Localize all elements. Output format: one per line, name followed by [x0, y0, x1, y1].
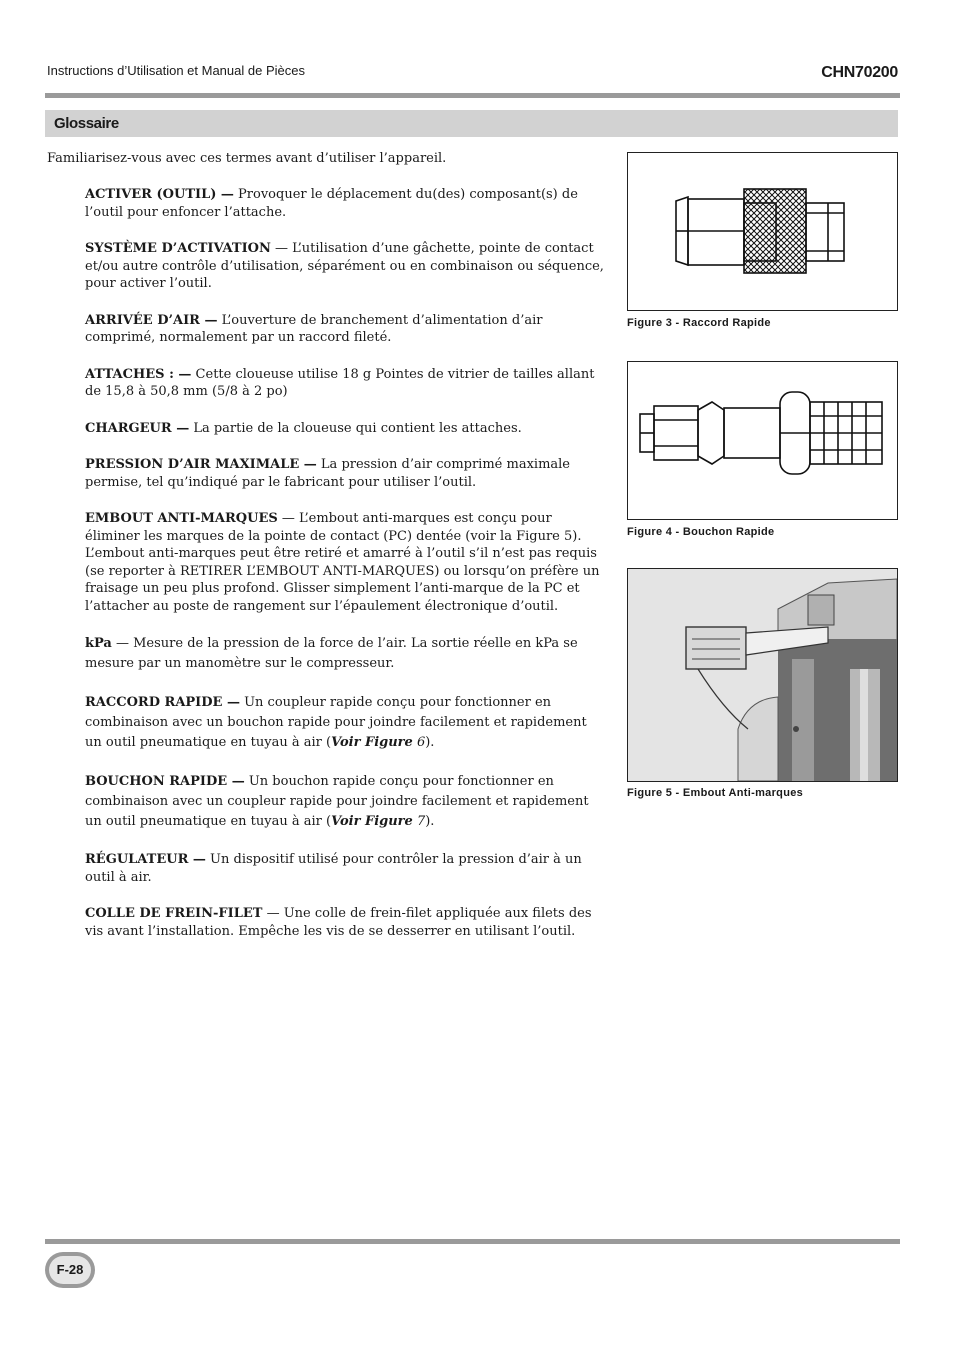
intro-text: Familiarisez-vous avec ces termes avant d’utiliser l’appareil.	[47, 151, 447, 166]
figure-5-image	[627, 568, 898, 782]
glossary-entry: ATTACHES : — Cette cloueuse utilise 18 g Pointes de vitrier de tailles allant de 15,8 à 50,8 mm (5/8 à 2 po)	[85, 366, 595, 399]
no-mar-tip-photo-icon	[628, 569, 897, 781]
glossary-entry: BOUCHON RAPIDE — Un bouchon rapide conçu pour fonctionner en combinaison avec un coupleur rapide pour joindre facilement et rapidement un outil pneumatique en tuyau à air (Voir Figure 7).	[85, 774, 589, 829]
glossary-entry: RACCORD RAPIDE — Un coupleur rapide conçu pour fonctionner en combinaison avec un bouchon rapide pour joindre facilement et rapidement un outil pneumatique en tuyau à air (Voir Figure 6).	[85, 695, 587, 750]
glossary-entry: RÉGULATEUR — Un dispositif utilisé pour contrôler la pression d’air à un outil à air.	[85, 852, 582, 885]
glossary-entry: kPa — Mesure de la pression de la force de l’air. La sortie réelle en kPa se mesure par un manomètre sur le compresseur.	[85, 636, 578, 671]
glossary-entry: CHARGEUR — La partie de la cloueuse qui contient les attaches.	[85, 420, 522, 436]
glossary-entry: COLLE DE FREIN-FILET — Une colle de frein-filet appliquée aux filets des vis avant l’installation. Empêche les vis de se desserrer en utilisant l’outil.	[85, 906, 592, 939]
quick-plug-drawing-icon	[628, 362, 897, 519]
figure-3-caption: Figure 3 - Raccord Rapide	[627, 317, 771, 329]
glossary-list	[85, 186, 607, 959]
glossary-entry: ACTIVER (OUTIL) — Provoquer le déplacement du(des) composant(s) de l’outil pour enfoncer l’attache.	[85, 187, 578, 220]
section-header	[45, 110, 898, 137]
figure-3-image	[627, 152, 898, 311]
model-number: CHN70200	[821, 64, 898, 81]
glossary-entry: PRESSION D’AIR MAXIMALE — La pression d’air comprimé maximale permise, tel qu’indiqué par le fabricant pour utiliser l’outil.	[85, 457, 570, 490]
figure-4-caption: Figure 4 - Bouchon Rapide	[627, 526, 775, 538]
figure-5-caption: Figure 5 - Embout Anti-marques	[627, 787, 804, 799]
glossary-entry: ARRIVÉE D’AIR — L’ouverture de branchement d’alimentation d’air comprimé, normalement par un raccord fileté.	[85, 312, 543, 345]
header-divider	[45, 93, 900, 98]
section-title: Glossaire	[54, 115, 119, 132]
page-number-badge	[45, 1252, 95, 1288]
glossary-entry: EMBOUT ANTI-MARQUES — L’embout anti-marques est conçu pour éliminer les marques de la pointe de contact (PC) dentée (voir la Figure 5). L’embout anti-marques peut être retiré et amarré à l’outil s’il n’est pas requis (se reporter à RETIRER L’EMBOUT ANTI-MARQUES) ou lorsqu’on préfère un fraisage un peu plus profond. Glisser simplement l’anti-marque de la PC et l’attacher au poste de rangement sur l’épaulement électronique d’outil.	[85, 511, 600, 614]
figure-4-image	[627, 361, 898, 520]
glossary-entry: SYSTÈME D’ACTIVATION — L’utilisation d’une gâchette, pointe de contact et/ou autre contrôle d’utilisation, séparément ou en combinaison ou séquence, pour activer l’outil.	[85, 241, 604, 291]
page-number: F-28	[49, 1256, 91, 1284]
footer-divider	[45, 1239, 900, 1244]
manual-title: Instructions d’Utilisation et Manual de Pièces	[47, 63, 305, 78]
quick-coupler-drawing-icon	[628, 153, 897, 310]
